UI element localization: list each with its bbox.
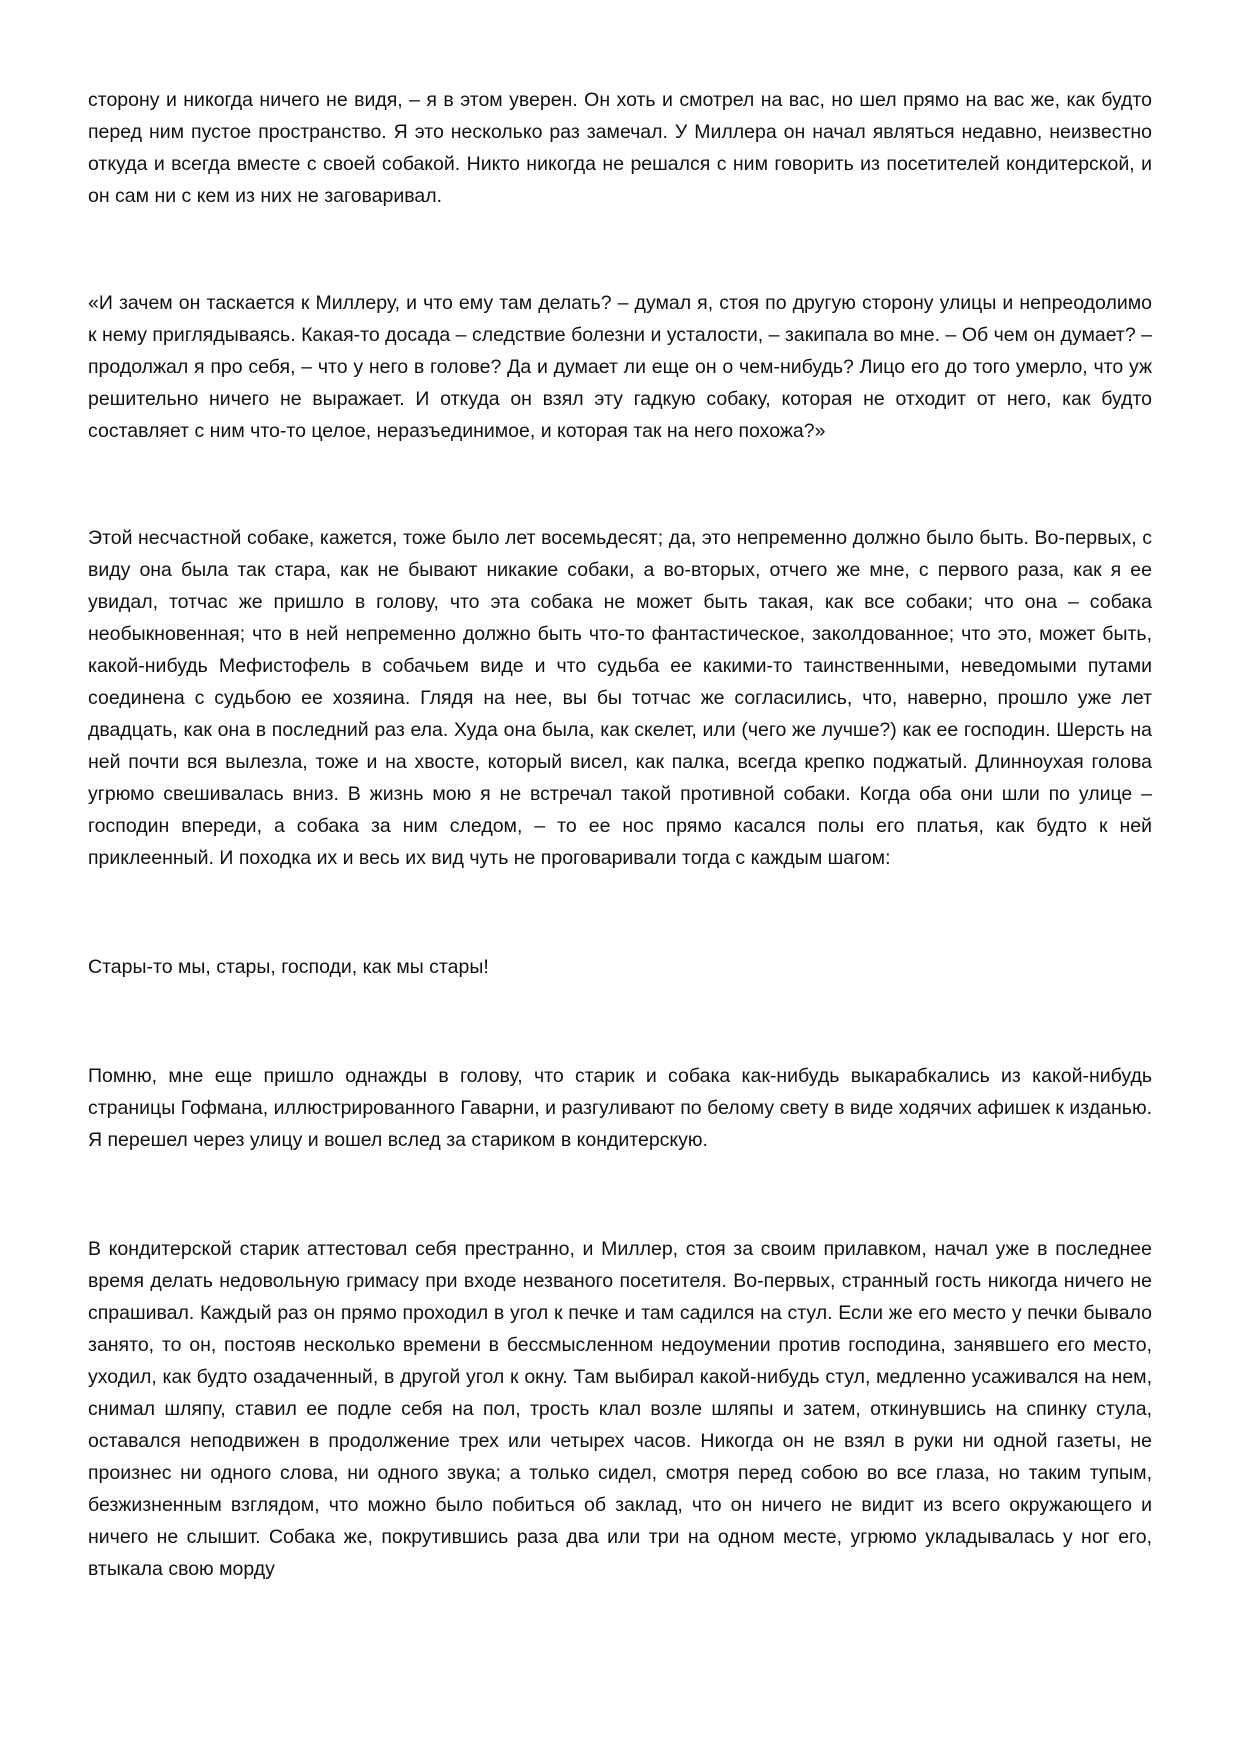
paragraph-spacer	[88, 212, 1152, 287]
paragraph-5: Помню, мне еще пришло однажды в голову, что старик и собака как-нибудь выкарабкались из какой-нибудь страницы Гофмана, иллюстрированного Гаварни, и разгуливают по белому свету в виде ходячих афишек к изданью. Я перешел через улицу и вошел вслед за стариком в кондитерскую.	[88, 1065, 1152, 1151]
paragraph-spacer	[88, 1156, 1152, 1233]
paragraph-6: В кондитерской старик аттестовал себя престранно, и Миллер, стоя за своим прилавком, начал уже в последнее время делать недовольную гримасу при входе незваного посетителя. Во-первых, странный гость никогда ничего не спрашивал. Каждый раз он прямо проходил в угол к печке и там садился на стул. Если же его место у печки бывало занято, то он, постояв несколько времени в бессмысленном недоумении против господина, занявшего его место, уходил, как будто озадаченный, в другой угол к окну. Там выбирал какой-нибудь стул, медленно усаживался на нем, снимал шляпу, ставил ее подле себя на пол, трость клал возле шляпы и затем, откинувшись на спинку стула, оставался неподвижен в продолжение трех или четырех часов. Никогда он не взял в руки ни одной газеты, не произнес ни одного слова, ни одного звука; а только сидел, смотря перед собою во все глаза, но таким тупым, безжизненным взглядом, что можно было побиться об заклад, что он ничего не видит из всего окружающего и ничего не слышит. Собака же, покрутившись раза два или три на одном месте, угрюмо укладывалась у ног его, втыкала свою морду	[88, 1238, 1152, 1580]
paragraph-3: Этой несчастной собаке, кажется, тоже было лет восемьдесят; да, это непременно должно было быть. Во-первых, с виду она была так стара, как не бывают никакие собаки, а во-вторых, отчего же мне, с первого раза, как я ее увидал, тотчас же пришло в голову, что эта собака не может быть такая, как все собаки; что она – собака необыкновенная; что в ней непременно должно быть что-то фантастическое, заколдованное; что это, может быть, какой-нибудь Мефистофель в собачьем виде и что судьба ее какими-то таинственными, неведомыми путами соединена с судьбою ее хозяина. Глядя на нее, вы бы тотчас же согласились, что, наверно, прошло уже лет двадцать, как она в последний раз ела. Худа она была, как скелет, или (чего же лучше?) как ее господин. Шерсть на ней почти вся вылезла, тоже и на хвосте, который висел, как палка, всегда крепко поджатый. Длинноухая голова угрюмо свешивалась вниз. В жизнь мою я не встречал такой противной собаки. Когда оба они шли по улице – господин впереди, а собака за ним следом, – то ее нос прямо касался полы его платья, как будто к ней приклеенный. И походка их и весь их вид чуть не проговаривали тогда с каждым шагом:	[88, 527, 1152, 869]
paragraph-spacer	[88, 983, 1152, 1060]
document-page	[88, 84, 1152, 1585]
paragraph-1: сторону и никогда ничего не видя, – я в этом уверен. Он хоть и смотрел на вас, но шел прямо на вас же, как будто перед ним пустое пространство. Я это несколько раз замечал. У Миллера он начал являться недавно, неизвестно откуда и всегда вместе с своей собакой. Никто никогда не решался с ним говорить из посетителей кондитерской, и он сам ни с кем из них не заговаривал.	[88, 89, 1152, 207]
paragraph-4: Стары-то мы, стары, господи, как мы стары!	[88, 956, 489, 978]
paragraph-spacer	[88, 447, 1152, 522]
paragraph-2: «И зачем он таскается к Миллеру, и что ему там делать? – думал я, стоя по другую сторону улицы и непреодолимо к нему приглядываясь. Какая-то досада – следствие болезни и усталости, – закипала во мне. – Об чем он думает? – продолжал я про себя, – что у него в голове? Да и думает ли еще он о чем-нибудь? Лицо его до того умерло, что уж решительно ничего не выражает. И откуда он взял эту гадкую собаку, которая не отходит от него, как будто составляет с ним что-то целое, неразъединимое, и которая так на него похожа?»	[88, 292, 1152, 442]
paragraph-spacer	[88, 874, 1152, 951]
